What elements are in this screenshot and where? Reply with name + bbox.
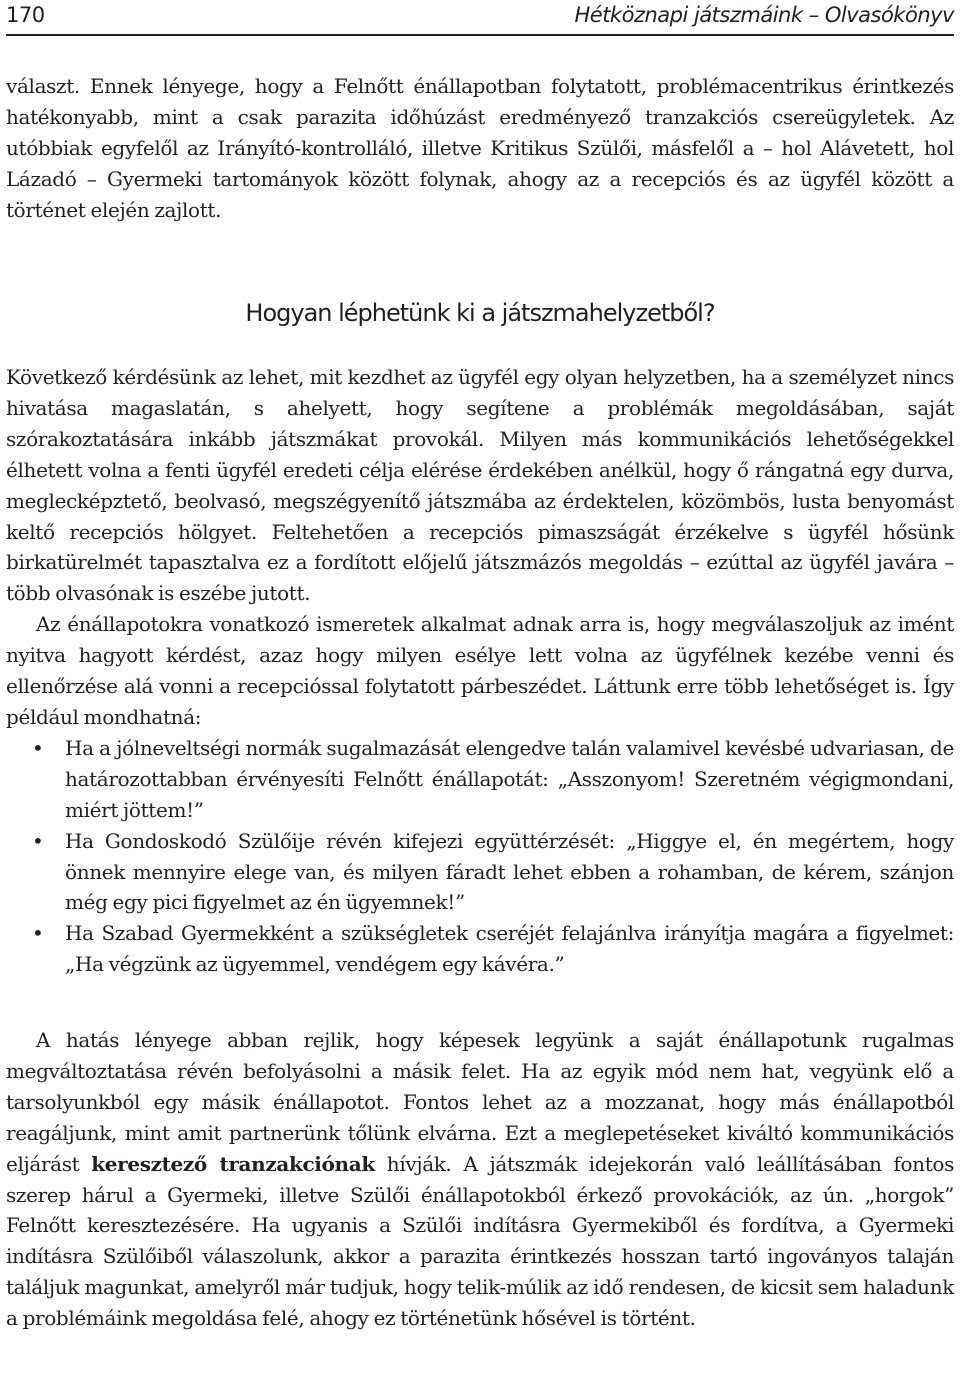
list-item bbox=[6, 733, 954, 826]
list-item-text: Ha Szabad Gyermekként a szükségletek cseréjét felajánlva irányítja magára a figyelmet: „Ha végzünk az ügyemmel, vendégem egy kávéra.” bbox=[65, 921, 954, 977]
paragraph-1: választ. Ennek lényege, hogy a Felnőtt énállapotban folytatott, problémacentrikus érintkezés hatékonyabb, mint a csak parazita időhúzást eredményező tranzakciós csereügyletek. Az utóbbiak egyfelől az Irányító-kontrolláló, illetve Kritikus Szülői, másfelől a – hol Alávetett, hol Lázadó – Gyermeki tartományok között folynak, ahogy az a recepciós és az ügyfél között a történet elején zajlott. bbox=[6, 74, 954, 222]
list-item bbox=[6, 918, 954, 980]
paragraph-3: Az énállapotokra vonatkozó ismeretek alkalmat adnak arra is, hogy megválaszoljuk az imént nyitva hagyott kérdést, azaz hogy milyen esélye lett volna az ügyfélnek kezébe venni és ellenőrzése alá vonni a recepcióssal folytatott párbeszédet. Láttunk erre több lehetőséget is. Így például mondhatná: bbox=[6, 612, 954, 729]
paragraph-4-text-b: hívják. A játszmák idejekorán való leállításában fontos szerep hárul a Gyermeki, illetve Szülői énállapotokból érkező provokációk, az ún. „horgok” Felnőtt keresztezésére. Ha ugyanis a Szülői indításra Gyermekiből és fordítva, a Gyermeki indításra Szülőiből válaszolunk, akkor a parazita érintkezés hosszan tartó ingoványos talaján találjuk magunkat, amelyről már tudjuk, hogy telik-múlik az idő rendesen, de kicsit sem haladunk a problémáink megoldása felé, ahogy ez történetünk hősével is történt. bbox=[6, 1151, 954, 1331]
text-block-bottom bbox=[6, 1025, 954, 1334]
text-block-middle bbox=[6, 362, 954, 980]
key-term: keresztező tranzakciónak bbox=[91, 1151, 375, 1176]
header-rule bbox=[6, 34, 954, 36]
paragraph-4 bbox=[6, 1025, 954, 1334]
book-title: Hétköznapi játszmáink – Olvasókönyv bbox=[574, 3, 954, 27]
page-number: 170 bbox=[6, 3, 45, 27]
bullet-icon: • bbox=[32, 828, 44, 853]
running-head bbox=[6, 0, 954, 32]
list-item bbox=[6, 826, 954, 919]
bullet-icon: • bbox=[32, 921, 44, 946]
section-heading: Hogyan léphetünk ki a játszmahelyzetből? bbox=[245, 299, 715, 327]
paragraph-2: Következő kérdésünk az lehet, mit kezdhet az ügyfél egy olyan helyzetben, ha a személyzet nincs hivatása magaslatán, s ahelyett, hogy segítene a problémák megoldásában, saját szórakoztatására inkább játszmákat provokál. Milyen más kommunikációs lehetőségekkel élhetett volna a fenti ügyfél eredeti célja elérése érdekében anélkül, hogy ő rángatná egy durva, meglecképztető, beolvasó, megszégyenítő játszmába az érdektelen, közömbös, lusta benyomást keltő recepciós hölgyet. Feltehetően a recepciós pimaszságát érzékelve s ügyfél hősünk birkatürelmét tapasztalva ez a fordított előjelű játszmázós megoldás – ezúttal az ügyfél javára – több olvasónak is eszébe jutott. bbox=[6, 365, 954, 606]
bullet-list bbox=[6, 733, 954, 980]
list-item-text: Ha a jólneveltségi normák sugalmazását elengedve talán valamivel kevésbé udvariasan, de határozottabban érvényesíti Felnőtt énállapotát: „Asszonyom! Szeretném végigmondani, miért jöttem!” bbox=[65, 735, 954, 822]
list-item-text: Ha Gondoskodó Szülőije révén kifejezi együttérzését: „Higgye el, én megértem, hogy önnek mennyire elege van, és milyen fáradt lehet ebben a rohamban, de kérem, szánjon még egy pici figyelmet az én ügyemnek!” bbox=[65, 828, 954, 915]
text-block-top bbox=[6, 71, 954, 226]
bullet-icon: • bbox=[32, 735, 44, 760]
paragraph-4-text-a: A hatás lényege abban rejlik, hogy képesek legyünk a saját énállapotunk rugalmas megváltoztatása révén befolyásolni a másik felet. Ha az egyik mód nem hat, vegyünk elő a tarsolyunkból egy másik énállapotot. Fontos lehet az a mozzanat, hogy más énállapotból reagáljunk, mint amit partnerünk tőlünk elvárna. Ezt a meglepetéseket kiváltó kommunikációs eljárást bbox=[6, 1028, 954, 1176]
